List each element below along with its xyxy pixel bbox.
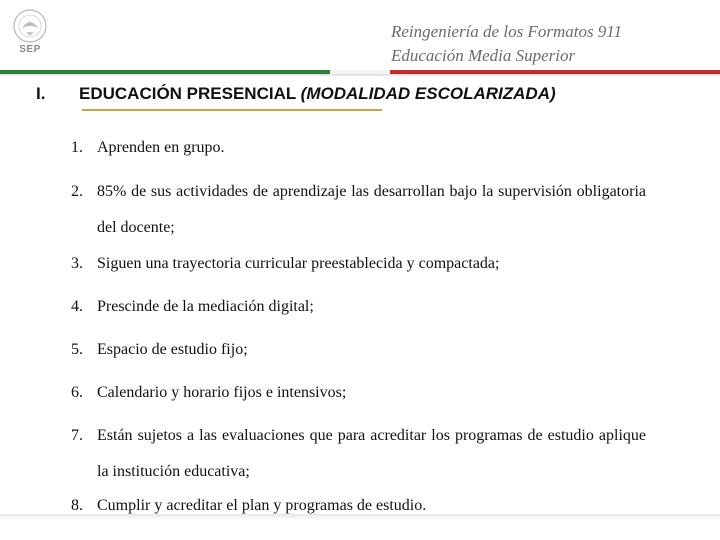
- list-item-number: 4.: [71, 298, 83, 315]
- list-item-number: 7.: [71, 427, 83, 444]
- band-shadow: [0, 74, 720, 77]
- list-item-text: Espacio de estudio fijo;: [97, 341, 248, 358]
- section-title-italic: (MODALIDAD ESCOLARIZADA): [300, 84, 556, 103]
- list-item-text: Cumplir y acreditar el plan y programas de estudio.: [97, 497, 427, 514]
- list-item-6: [71, 381, 646, 405]
- section-title-main: EDUCACIÓN PRESENCIAL: [79, 84, 301, 103]
- list-item-text: Prescinde de la mediación digital;: [97, 298, 314, 315]
- list-item-2: [71, 174, 646, 246]
- list-item-text: Aprenden en grupo.: [97, 139, 225, 156]
- characteristics-list: [71, 136, 646, 518]
- section-number: I.: [36, 84, 46, 103]
- list-item-3: [71, 252, 646, 276]
- list-item-text: 85% de sus actividades de aprendizaje las desarrollan bajo la supervisión obligatoria del docente;: [97, 183, 646, 236]
- list-item-5: [71, 338, 646, 362]
- list-item-4: [71, 295, 646, 319]
- eagle-seal-icon: [8, 6, 52, 46]
- list-item-number: 6.: [71, 384, 83, 401]
- sep-logo: [8, 6, 52, 66]
- list-item-number: 5.: [71, 341, 83, 358]
- list-item-number: 8.: [71, 497, 83, 514]
- header-title-line1: Reingeniería de los Formatos 911: [391, 22, 623, 41]
- header-title: [391, 20, 622, 68]
- list-item-7: [71, 418, 646, 490]
- list-item-number: 3.: [71, 255, 83, 272]
- list-item-number: 1.: [71, 139, 83, 156]
- list-item-1: [71, 136, 646, 160]
- header-title-line2: Educación Media Superior: [391, 46, 576, 65]
- list-item-number: 2.: [71, 183, 83, 200]
- list-item-text: Siguen una trayectoria curricular preestablecida y compactada;: [97, 255, 500, 272]
- section-title: [79, 84, 556, 104]
- footer-shadow-line: [0, 514, 720, 520]
- list-item-text: Están sujetos a las evaluaciones que para acreditar los programas de estudio aplique la institución educativa;: [97, 427, 646, 480]
- section-title-underline: [82, 109, 382, 111]
- list-item-text: Calendario y horario fijos e intensivos;: [97, 384, 347, 401]
- logo-text: SEP: [19, 44, 41, 55]
